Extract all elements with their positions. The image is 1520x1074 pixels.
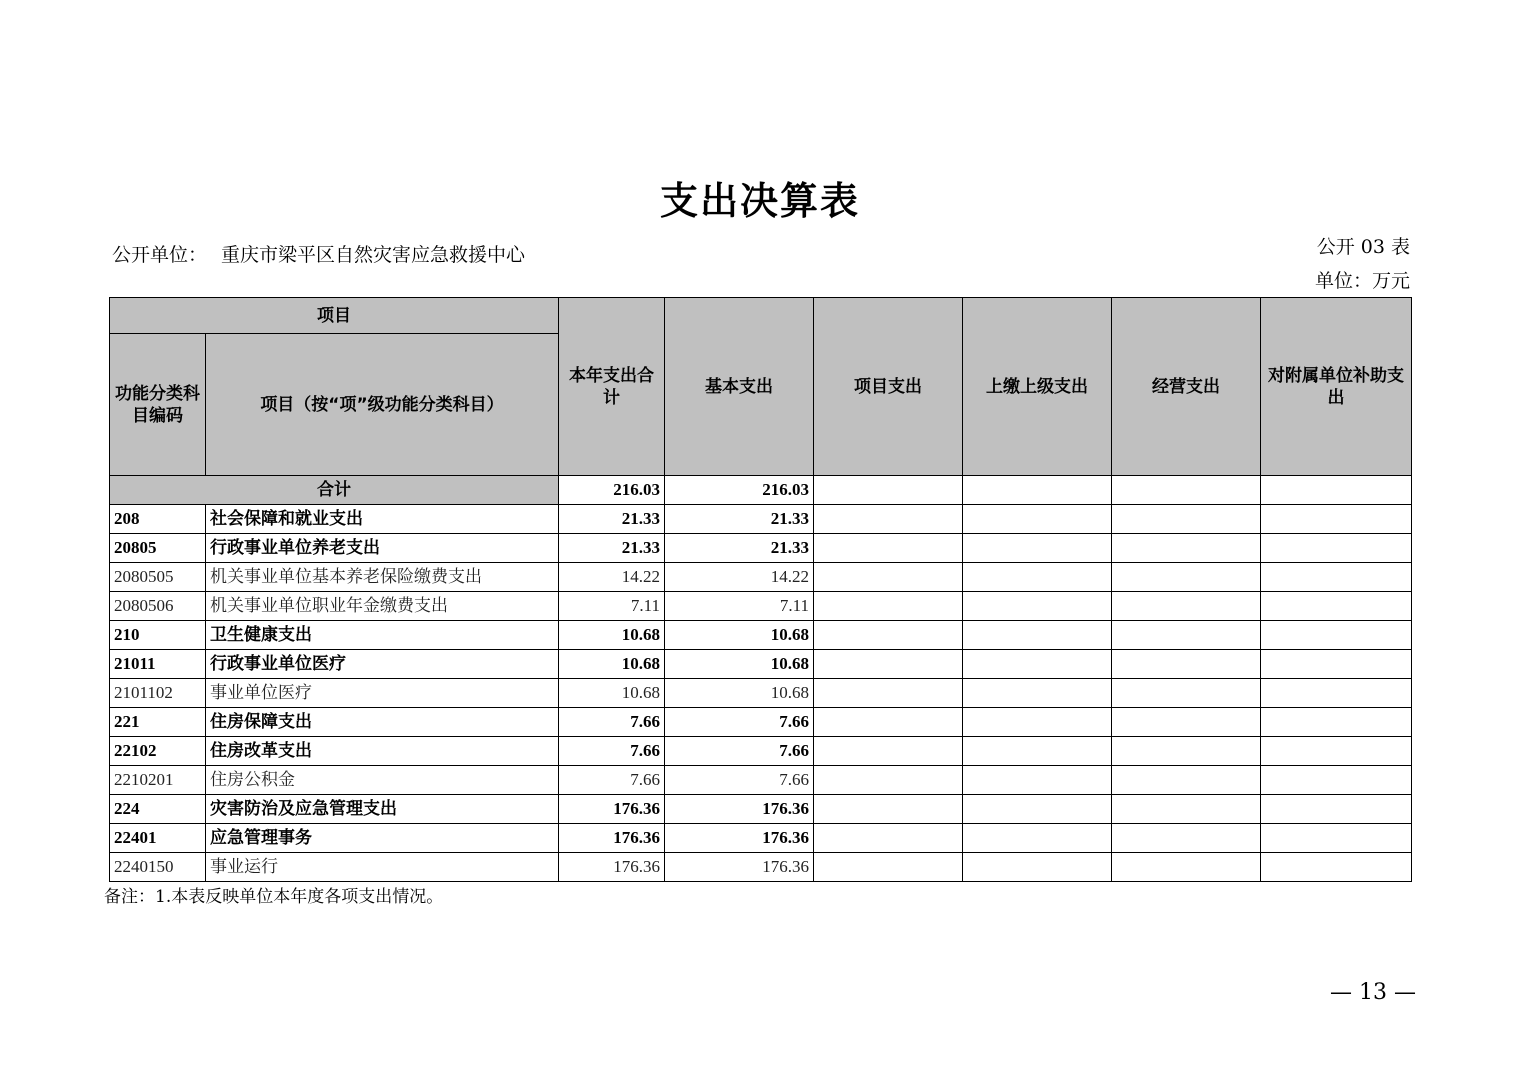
total-row-subsidy (1261, 476, 1412, 505)
header-name: 项目（按“项”级功能分类科目） (206, 334, 559, 476)
row-basic: 7.11 (665, 592, 814, 621)
header-subsidy: 对附属单位补助支出 (1261, 298, 1412, 476)
row-total: 10.68 (559, 679, 665, 708)
row-upper (963, 592, 1112, 621)
row-total: 7.66 (559, 708, 665, 737)
row-subsidy (1261, 592, 1412, 621)
row-total: 14.22 (559, 563, 665, 592)
row-name: 机关事业单位职业年金缴费支出 (206, 592, 559, 621)
row-subsidy (1261, 766, 1412, 795)
row-basic: 14.22 (665, 563, 814, 592)
row-upper (963, 708, 1112, 737)
row-basic: 176.36 (665, 824, 814, 853)
reporting-unit (112, 238, 572, 272)
row-basic: 176.36 (665, 795, 814, 824)
total-row-upper (963, 476, 1112, 505)
footnote: 备注：1.本表反映单位本年度各项支出情况。 (104, 887, 444, 907)
header-basic: 基本支出 (665, 298, 814, 476)
row-subsidy (1261, 563, 1412, 592)
row-subsidy (1261, 708, 1412, 737)
row-name: 社会保障和就业支出 (206, 505, 559, 534)
header-project: 项目支出 (814, 298, 963, 476)
row-project (814, 766, 963, 795)
row-upper (963, 853, 1112, 882)
table-row (110, 824, 1412, 853)
row-total: 176.36 (559, 824, 665, 853)
row-total: 10.68 (559, 650, 665, 679)
row-total: 10.68 (559, 621, 665, 650)
table-row (110, 708, 1412, 737)
expenditure-table (109, 297, 1412, 882)
row-name: 卫生健康支出 (206, 621, 559, 650)
table-row (110, 592, 1412, 621)
table-row (110, 650, 1412, 679)
row-business (1112, 737, 1261, 766)
row-upper (963, 766, 1112, 795)
row-upper (963, 534, 1112, 563)
row-code: 2101102 (110, 679, 206, 708)
table-row (110, 621, 1412, 650)
table-row (110, 679, 1412, 708)
row-upper (963, 621, 1112, 650)
row-name: 事业单位医疗 (206, 679, 559, 708)
total-row-total: 216.03 (559, 476, 665, 505)
row-project (814, 534, 963, 563)
row-subsidy (1261, 824, 1412, 853)
row-subsidy (1261, 853, 1412, 882)
page-title: 支出决算表 (659, 178, 860, 223)
row-name: 住房改革支出 (206, 737, 559, 766)
row-business (1112, 766, 1261, 795)
row-name: 机关事业单位基本养老保险缴费支出 (206, 563, 559, 592)
row-business (1112, 650, 1261, 679)
row-subsidy (1261, 650, 1412, 679)
table-row (110, 505, 1412, 534)
row-business (1112, 592, 1261, 621)
row-project (814, 824, 963, 853)
row-business (1112, 795, 1261, 824)
row-code: 2240150 (110, 853, 206, 882)
row-project (814, 505, 963, 534)
row-code: 2210201 (110, 766, 206, 795)
total-row-project (814, 476, 963, 505)
table-row (110, 534, 1412, 563)
table-row (110, 563, 1412, 592)
table-number: 公开 03 表 (1316, 236, 1410, 258)
row-basic: 21.33 (665, 534, 814, 563)
row-project (814, 853, 963, 882)
row-subsidy (1261, 505, 1412, 534)
header-upper: 上缴上级支出 (963, 298, 1112, 476)
row-business (1112, 853, 1261, 882)
row-code: 224 (110, 795, 206, 824)
table-row (110, 853, 1412, 882)
header-item-group: 项目 (110, 298, 559, 334)
table-body (110, 476, 1412, 882)
row-name: 应急管理事务 (206, 824, 559, 853)
header-business: 经营支出 (1112, 298, 1261, 476)
row-total: 176.36 (559, 795, 665, 824)
row-total: 7.11 (559, 592, 665, 621)
row-project (814, 563, 963, 592)
total-row (110, 476, 1412, 505)
row-basic: 10.68 (665, 679, 814, 708)
row-basic: 7.66 (665, 766, 814, 795)
row-basic: 10.68 (665, 650, 814, 679)
row-business (1112, 534, 1261, 563)
row-project (814, 592, 963, 621)
row-basic: 21.33 (665, 505, 814, 534)
table-row (110, 766, 1412, 795)
row-project (814, 708, 963, 737)
row-project (814, 737, 963, 766)
row-subsidy (1261, 621, 1412, 650)
row-basic: 7.66 (665, 708, 814, 737)
row-name: 住房保障支出 (206, 708, 559, 737)
row-project (814, 795, 963, 824)
row-business (1112, 708, 1261, 737)
header-total: 本年支出合计 (559, 298, 665, 476)
row-total: 21.33 (559, 505, 665, 534)
row-subsidy (1261, 534, 1412, 563)
total-row-business (1112, 476, 1261, 505)
row-code: 20805 (110, 534, 206, 563)
row-upper (963, 737, 1112, 766)
money-unit: 单位：万元 (1314, 270, 1410, 292)
row-total: 7.66 (559, 766, 665, 795)
row-name: 行政事业单位医疗 (206, 650, 559, 679)
row-basic: 176.36 (665, 853, 814, 882)
header-code: 功能分类科目编码 (110, 334, 206, 476)
row-code: 22102 (110, 737, 206, 766)
row-code: 21011 (110, 650, 206, 679)
row-total: 176.36 (559, 853, 665, 882)
row-upper (963, 505, 1112, 534)
row-business (1112, 621, 1261, 650)
row-code: 208 (110, 505, 206, 534)
row-total: 7.66 (559, 737, 665, 766)
row-name: 灾害防治及应急管理支出 (206, 795, 559, 824)
row-name: 事业运行 (206, 853, 559, 882)
page-number: — 13 — (1330, 980, 1416, 1005)
row-code: 221 (110, 708, 206, 737)
row-subsidy (1261, 737, 1412, 766)
row-business (1112, 679, 1261, 708)
table-row (110, 795, 1412, 824)
row-code: 2080506 (110, 592, 206, 621)
row-basic: 10.68 (665, 621, 814, 650)
row-code: 2080505 (110, 563, 206, 592)
table-row (110, 737, 1412, 766)
row-project (814, 650, 963, 679)
row-total: 21.33 (559, 534, 665, 563)
row-upper (963, 650, 1112, 679)
row-name: 住房公积金 (206, 766, 559, 795)
row-business (1112, 824, 1261, 853)
total-label: 合计 (110, 476, 559, 505)
row-business (1112, 505, 1261, 534)
unit-prefix: 公开单位： (112, 244, 208, 266)
row-basic: 7.66 (665, 737, 814, 766)
unit-name: 重庆市梁平区自然灾害应急救援中心 (221, 244, 526, 266)
row-subsidy (1261, 795, 1412, 824)
row-business (1112, 563, 1261, 592)
row-upper (963, 795, 1112, 824)
row-subsidy (1261, 679, 1412, 708)
row-code: 210 (110, 621, 206, 650)
row-project (814, 621, 963, 650)
row-upper (963, 824, 1112, 853)
row-upper (963, 679, 1112, 708)
row-name: 行政事业单位养老支出 (206, 534, 559, 563)
row-upper (963, 563, 1112, 592)
total-row-basic: 216.03 (665, 476, 814, 505)
row-code: 22401 (110, 824, 206, 853)
row-project (814, 679, 963, 708)
